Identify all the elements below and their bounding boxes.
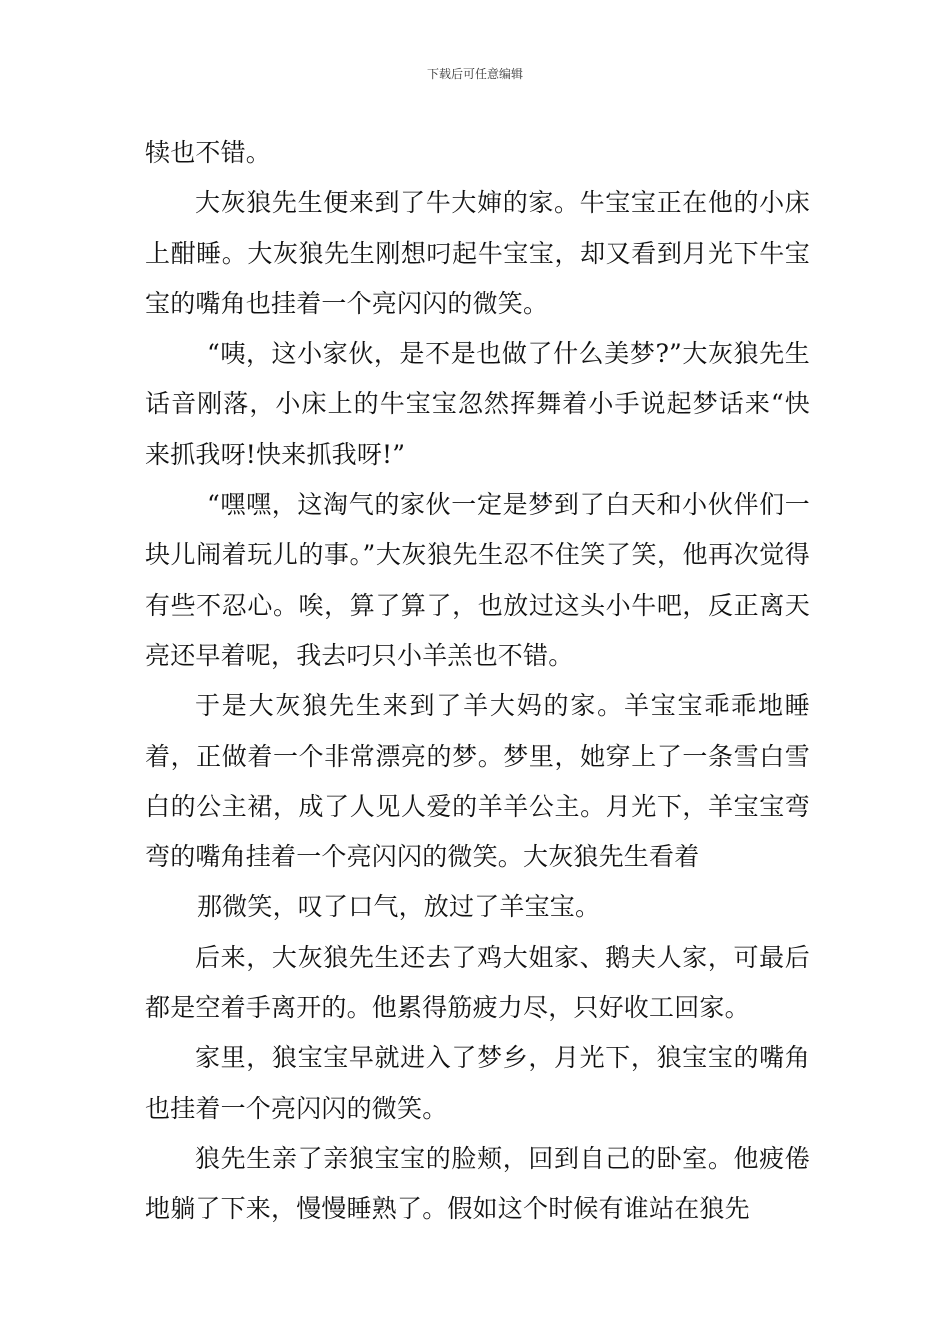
paragraph-2: 大灰狼先生便来到了牛大婶的家。牛宝宝正在他的小床上酣睡。大灰狼先生刚想叼起牛宝宝，却又看到月光下牛宝宝的嘴角也挂着一个亮闪闪的微笑。 xyxy=(145,188,810,318)
paragraph-1: 犊也不错。 xyxy=(145,138,272,167)
paragraph-9: 狼先生亲了亲狼宝宝的脸颊，回到自己的卧室。他疲倦地躺了下来，慢慢睡熟了。假如这个时候有谁站在狼先 xyxy=(145,1143,810,1224)
paragraph-6: 那微笑，叹了口气，放过了羊宝宝。 xyxy=(197,892,601,922)
paragraph-8: 家里，狼宝宝早就进入了梦乡，月光下，狼宝宝的嘴角也挂着一个亮闪闪的微笑。 xyxy=(145,1043,810,1123)
paragraph-4: “嘿嘿，这淘气的家伙一定是梦到了白天和小伙伴们一块儿闹着玩儿的事。”大灰狼先生忍不住笑了笑，他再次觉得有些不忍心。唉，算了算了，也放过这头小牛吧，反正离天亮还早着呢，我去叼只小羊羔也不错。 xyxy=(145,490,810,670)
page-header: 下载后可任意编辑 xyxy=(426,67,523,81)
document-body xyxy=(145,128,810,1235)
paragraph-7: 后来，大灰狼先生还去了鸡大姐家、鹅夫人家，可最后都是空着手离开的。他累得筋疲力尽，只好收工回家。 xyxy=(145,942,810,1023)
paragraph-5: 于是大灰狼先生来到了羊大妈的家。羊宝宝乖乖地睡着，正做着一个非常漂亮的梦。梦里，她穿上了一条雪白雪白的公主裙，成了人见人爱的羊羊公主。月光下，羊宝宝弯弯的嘴角挂着一个亮闪闪的微笑。大灰狼先生看着 xyxy=(145,691,810,872)
paragraph-3: “咦，这小家伙，是不是也做了什么美梦?”大灰狼先生话音刚落，小床上的牛宝宝忽然挥舞着小手说起梦话来“快来抓我呀!快来抓我呀!” xyxy=(145,339,810,469)
